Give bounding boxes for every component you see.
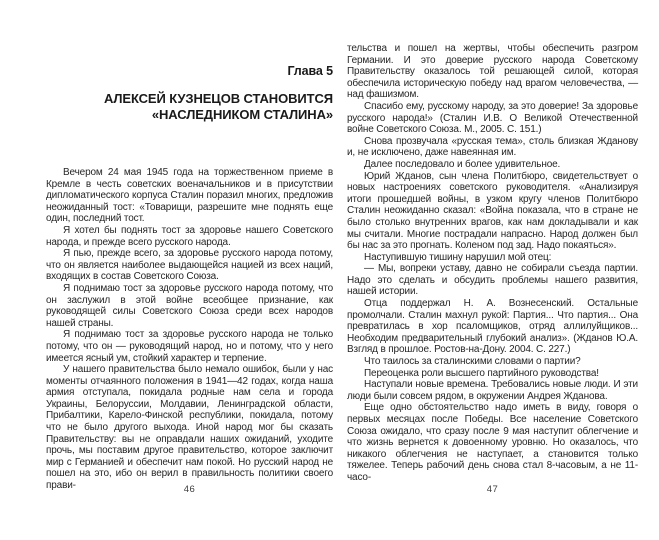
paragraph: Вечером 24 мая 1945 года на торжественном приеме в Кремле в честь советских военачальников и в присутствии дипломатического корпуса Сталин поразил многих, предложив неожиданный тост: «Товарищи, разрешите мне поднять еще один, последний тост. bbox=[46, 167, 333, 225]
paragraph: — Мы, вопреки уставу, давно не собирали съезда партии. Надо это сделать и обсудить проблемы нашего развития, нашей истории. bbox=[347, 263, 638, 298]
paragraph: Я пью, прежде всего, за здоровье русского народа потому, что он является наиболее выдающейся нацией из всех наций, входящих в состав Советского Союза. bbox=[46, 248, 333, 283]
paragraph: Я поднимаю тост за здоровье русского народа не только потому, что он — руководящий народ, но и потому, что у него имеется ясный ум, стойкий характер и терпение. bbox=[46, 329, 333, 364]
paragraph: Наступившую тишину нарушил мой отец: bbox=[364, 251, 552, 263]
paragraph: Что таилось за сталинскими словами о партии? bbox=[364, 356, 581, 368]
chapter-title bbox=[46, 91, 333, 123]
paragraph: тельства и пошел на жертвы, чтобы обеспечить разгром Германии. И это доверие русского народа Советскому Правительству оказалось той решающей силой, которая обеспечила историческую победу над врагом человечества, — над фашизмом. bbox=[347, 43, 638, 101]
paragraph: Переоценка роли высшего партийного руководства! bbox=[364, 367, 599, 379]
paragraph: Еще одно обстоятельство надо иметь в виду, говоря о первых месяцах после Победы. Все население Советского Союза ожидало, что сразу после 9 мая наступит облегчение и что жизнь вернется к довоенному уровню. Но оказалось, что никакого облегчения не наступает, а становится только тяжелее. Теперь рабочий день снова стал 8-часовым, а не 11-часо- bbox=[347, 402, 638, 483]
left-page-body bbox=[46, 167, 333, 492]
paragraph: Юрий Жданов, сын члена Политбюро, свидетельствует о новых настроениях советского руководителя. «Анализируя итоги прошедшей войны, в узком кругу членов Политбюро Сталин неожиданно сказал: «Война показала, что в стране не было столько внутренних врагов, как нам докладывали и как мы считали. Многие пострадали напрасно. Народ должен был бы нас за это прогнать. Коленом под зад. Надо покаяться». bbox=[347, 170, 638, 252]
page-number: 46 bbox=[183, 484, 196, 495]
chapter-title-line-1: АЛЕКСЕЙ КУЗНЕЦОВ СТАНОВИТСЯ bbox=[103, 91, 333, 106]
chapter-title-line-2: «НАСЛЕДНИКОМ СТАЛИНА» bbox=[151, 107, 333, 122]
right-page-body bbox=[347, 43, 638, 484]
paragraph: У нашего правительства было немало ошибок, были у нас моменты отчаянного положения в 1941—42 годах, когда наша армия отступала, покидала родные нам села и города Украины, Белоруссии, Молдавии, Ленинградской области, Прибалтики, Карело-Финской республики, покидала, потому что не было другого выхода. Иной народ мог бы сказать Правительству: вы не оправдали наших ожиданий, уходите прочь, мы поставим другое правительство, которое заключит мир с Германией и обеспечит нам покой. Но русский народ не пошел на это, ибо он верил в правильность политики своего прави- bbox=[46, 364, 333, 492]
paragraph: Наступали новые времена. Требовались новые люди. И эти люди были совсем рядом, в окружении Андрея Жданова. bbox=[347, 379, 638, 402]
paragraph: Далее последовало и более удивительное. bbox=[364, 158, 561, 170]
paragraph: Отца поддержал Н. А. Вознесенский. Остальные промолчали. Сталин махнул рукой: Партия... Что партия... Она превратилась в хор псаломщиков, отряд аллилуйщиков... Необходим предварительный глубокий анализ». (Жданов Ю.А. Взгляд в прошлое. Ростов-на-Дону. 2004. С. 227.) bbox=[347, 298, 638, 356]
page-number: 47 bbox=[486, 484, 499, 495]
chapter-label: Глава 5 bbox=[287, 64, 333, 78]
paragraph: Я хотел бы поднять тост за здоровье нашего Советского народа, и прежде всего русского народа. bbox=[46, 224, 333, 248]
paragraph: Я поднимаю тост за здоровье русского народа потому, что он заслужил в этой войне всеобщее признание, как руководящей силы Советского Союза среди всех народов нашей страны. bbox=[46, 282, 333, 329]
paragraph: Спасибо ему, русскому народу, за это доверие! За здоровье русского народа!» (Сталин И.В. О Великой Отечественной войне Советского Союза. М., 2005. С. 151.) bbox=[347, 100, 638, 136]
page-left bbox=[46, 0, 333, 540]
page-right bbox=[347, 0, 638, 540]
paragraph: Снова прозвучала «русская тема», столь близкая Жданову и, не исключено, даже навеянная им. bbox=[347, 135, 638, 159]
